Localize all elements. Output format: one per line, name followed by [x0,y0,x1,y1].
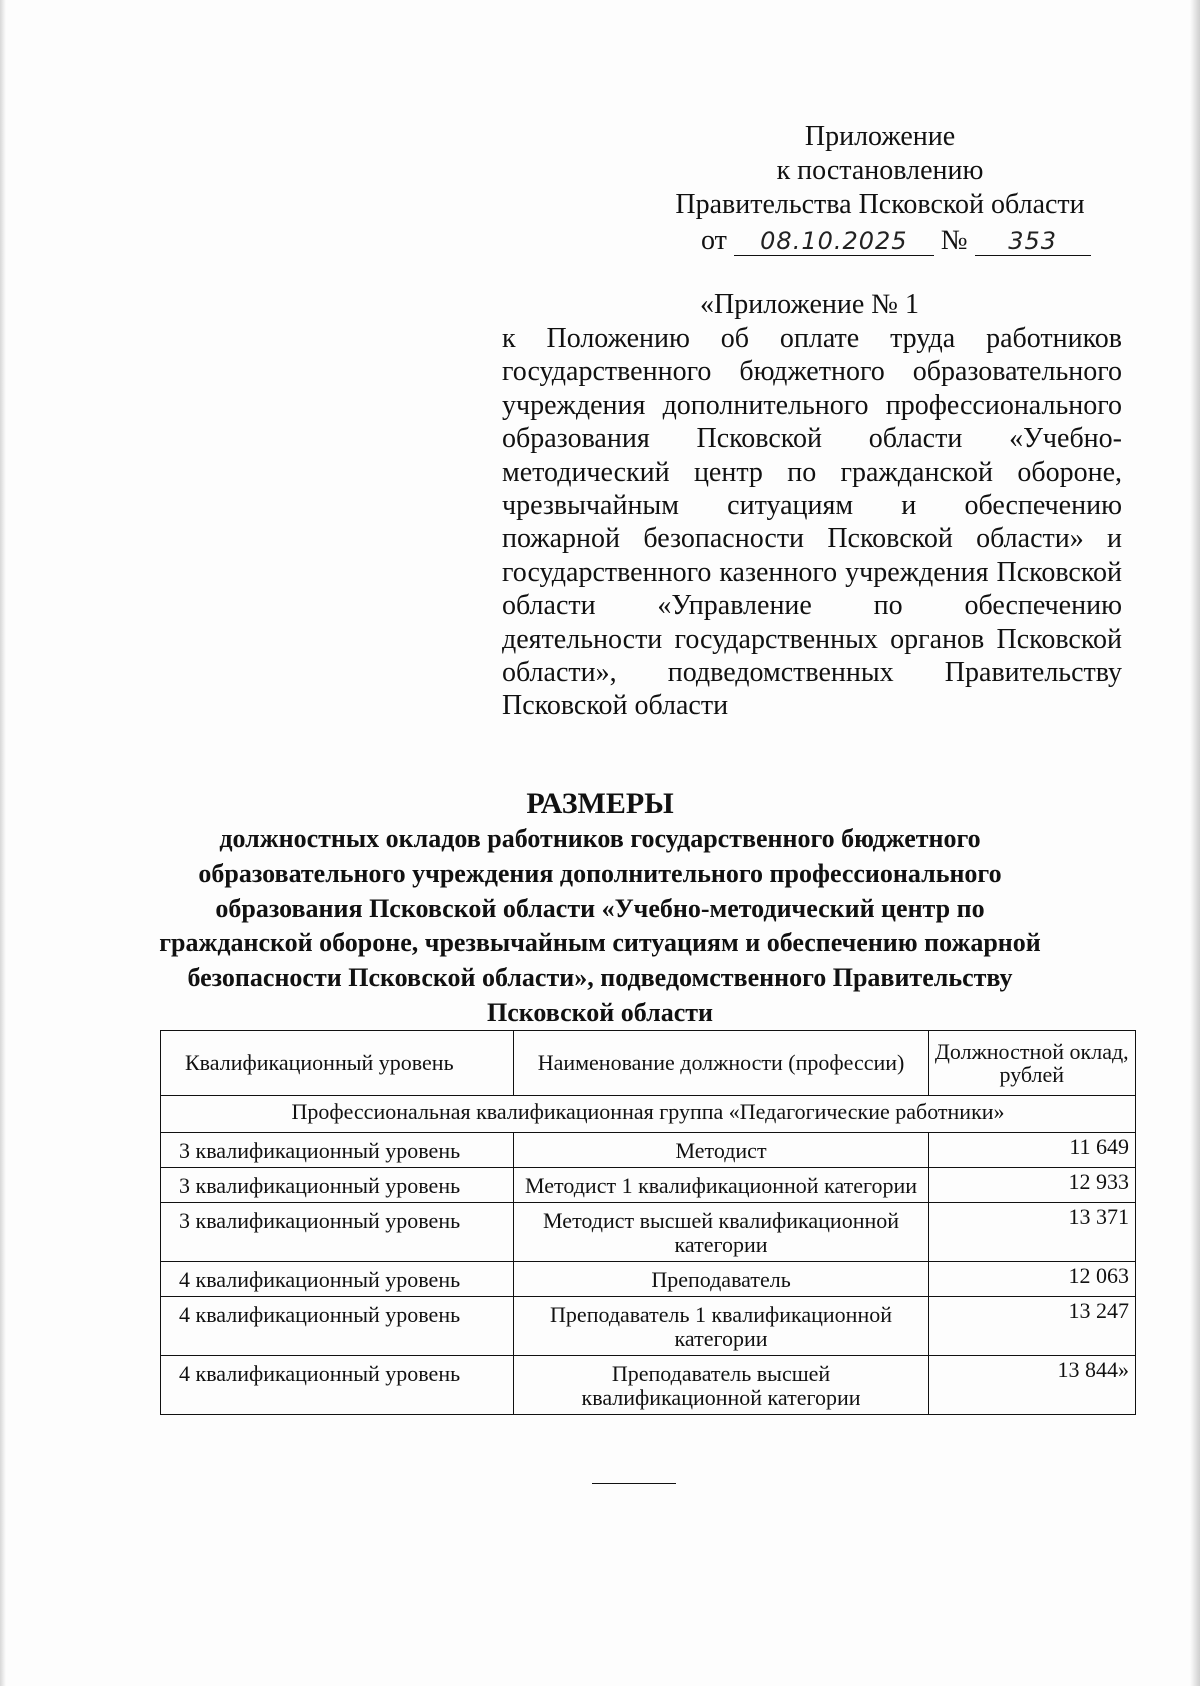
document-subtitle: должностных окладов работников государственного бюджетного образовательного учреждения дополнительного профессионального образования Псковской области «Учебно-методический центр по гражданской обороне, чрезвычайным ситуациям и обеспечению пожарной безопасности Псковской области», подведомственного Правительству Псковской области [159,824,1041,1027]
row-salary: 13 844» [928,1356,1135,1415]
table-row [161,1297,1136,1356]
row-level: 4 квалификационный уровень [161,1297,514,1356]
row-level: 3 квалификационный уровень [161,1203,514,1262]
row-salary: 13 247 [928,1297,1135,1356]
scan-edge-right [1190,0,1200,1686]
table-row [161,1356,1136,1415]
row-salary: 11 649 [928,1133,1135,1168]
table-row [161,1133,1136,1168]
row-level: 4 квалификационный уровень [161,1262,514,1297]
row-position: Преподаватель 1 квалификационной категории [514,1297,928,1356]
row-level: 4 квалификационный уровень [161,1356,514,1415]
end-separator-line [592,1483,676,1484]
appendix-line-2: к постановлению [776,155,984,186]
row-salary: 12 063 [928,1262,1135,1297]
table-row [161,1262,1136,1297]
header-position: Наименование должности (профессии) [514,1031,928,1096]
row-position: Методист 1 квалификационной категории [514,1168,928,1203]
scan-edge-left [0,0,6,1686]
row-position: Методист [514,1133,928,1168]
quoted-appendix-body: к Положению об оплате труда работников государственного бюджетного образовательного учреждения дополнительного профессионального образования Псковской области «Учебно-методический центр по гражданской обороне, чрезвычайным ситуациям и обеспечению пожарной безопасности Псковской области» и государственного казенного учреждения Псковской области «Управление по обеспечению деятельности государственных органов Псковской области», подведомственных Правительству Псковской области [502,323,1122,722]
salary-table [160,1030,1136,1415]
resolution-date: 08.10.2025 [734,227,934,256]
appendix-header [640,120,1120,258]
resolution-number: 353 [975,227,1091,256]
appendix-line-1: Приложение [804,121,956,152]
table-header-row [161,1031,1136,1096]
row-position: Преподаватель высшей квалификационной категории [514,1356,928,1415]
row-level: 3 квалификационный уровень [161,1133,514,1168]
resolution-date-line [640,224,1120,258]
quoted-appendix-title: «Приложение № 1 [700,289,919,320]
date-prefix: от [701,225,727,256]
row-level: 3 квалификационный уровень [161,1168,514,1203]
row-salary: 13 371 [928,1203,1135,1262]
group-row [161,1096,1136,1133]
row-position: Методист высшей квалификационной категории [514,1203,928,1262]
group-label: Профессиональная квалификационная группа «Педагогические работники» [161,1096,1136,1133]
header-salary: Должностной оклад, рублей [928,1031,1135,1096]
appendix-line-3: Правительства Псковской области [675,189,1085,220]
number-label: № [940,225,968,256]
table-row [161,1203,1136,1262]
header-level: Квалификационный уровень [161,1031,514,1096]
row-position: Преподаватель [514,1262,928,1297]
row-salary: 12 933 [928,1168,1135,1203]
document-title: РАЗМЕРЫ [526,787,674,820]
table-row [161,1168,1136,1203]
